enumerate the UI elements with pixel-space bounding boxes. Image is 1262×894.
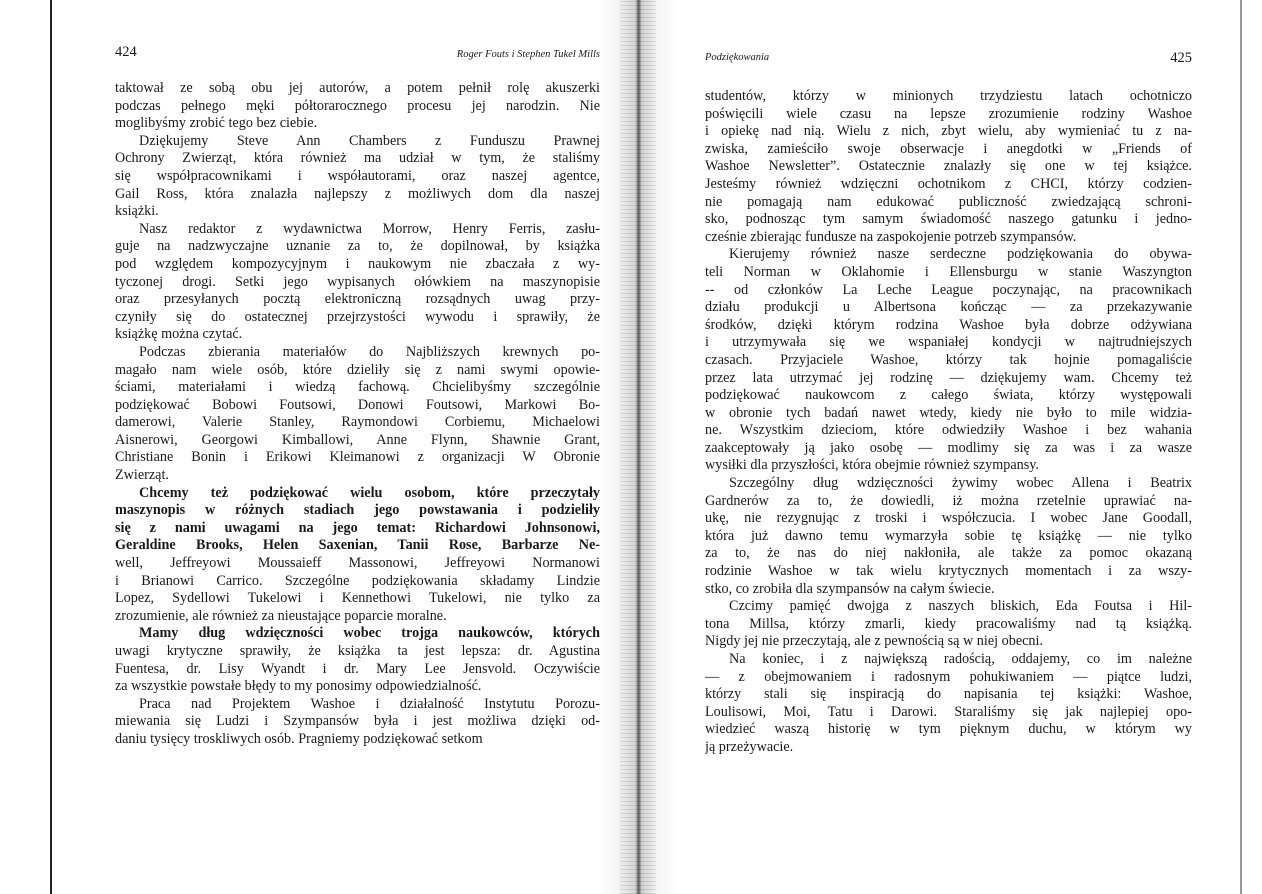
text-line: Zwierząt. (115, 467, 169, 484)
text-line: Lopez, Sydellowi Tukelowi i Kennethowi Tukelowi, nie tylko za (115, 590, 600, 607)
text-line: książki. (115, 203, 159, 220)
text-line: rodzinie Washoe w tak wielu krytycznych momentach i za wszy- (705, 563, 1192, 580)
text-line: magało nam wiele osób, które dzieliły się z nami swymi opowie- (115, 361, 600, 378)
text-line: guje na nadzwyczajne uznanie za to, że dopilnował, by książka (115, 238, 600, 255)
text-line: Dziękujemy Steve Ann Chambers z Funduszu Prawnej (139, 132, 600, 149)
text-line: przez lata utrzymać jej rodzinę — dziękujemy wam. Chcemy też (705, 369, 1192, 386)
text-line: — z obejmowaniem i radosnym pohukiwaniem — piątce ludzi, (705, 668, 1192, 685)
text-line: tyczonej drogi. Setki jego wypisanych ołówkiem na maszynopisie (115, 273, 600, 290)
text-line: zaakceptowały ją jako osobę — modlimy się za was i za wasze (705, 439, 1192, 456)
text-line: Gail Ross, która znalazła najlepszy z możliwych dom dla naszej (115, 185, 600, 202)
text-line: oraz przesyłanych pocztą elektroniczną rozsądnych uwag przy- (115, 291, 600, 308)
text-line: Ochrony Zwierząt, która również ma udział w tym, że staliśmy (115, 150, 600, 167)
gutter-scan-shadow (620, 0, 656, 894)
text-line: czasach. Przyjaciele Washoe, którzy tak hojnie pomagaliście (705, 351, 1192, 368)
text-line: zrozumienie, ale również za nieustające poparcie moralne. (115, 607, 447, 624)
left-running-header: Roger Fouts i Stephen Tukel Mills (456, 49, 600, 60)
text-line: działu produkcji u Albertsona kończąc — za przekazywanie (705, 299, 1192, 316)
right-page-text (705, 88, 1192, 757)
text-line: stko, co zrobiła dla szympansów na całym świecie. (705, 580, 995, 597)
left-page-header (115, 44, 600, 64)
text-line: moglibyśmy zrobić tego bez ciebie. (115, 115, 318, 132)
text-line: zwiska, zamieściło swoje obserwacje i anegdotki w „Friends of (705, 140, 1192, 157)
text-line: Jesteśmy również wdzięczni ochotnikom z CHCI, którzy codzien- (705, 175, 1192, 192)
text-line: Nasz redaktor z wydawnictwa Morrow, Henry Ferris, zasłu- (139, 220, 600, 237)
text-line: Nigdy jej nie przeczytają, ale z pewnością są w niej obecni. (705, 633, 1043, 650)
text-line: Washoe Newsletter”. Ostatecznie znalazły się one w tej książce. (705, 158, 1192, 175)
text-line: ściami, materiałami i wiedzą fachową. Chcielibyśmy szczególnie (115, 379, 600, 396)
text-line: Mamy dług wdzięczności wobec trojga naukowców, których (139, 625, 600, 642)
text-line: nie pomagają nam edukować publiczność zwiedzającą schroni- (705, 193, 1192, 210)
text-line: Aisnerowi, Georgowi Kimballowi, Anne Flynn, Shawnie Grant, (115, 431, 600, 448)
text-line: Fuentesa, dr. Lisy Wyandt i dr. Mary Lee Jensvold. Oczywiście (115, 660, 600, 677)
text-line: Gardnerów za to, że dowiedli, iż można rzetelnie uprawiać na- (705, 492, 1192, 509)
text-line: wiedzieć waszą historię w tym pięknym duchu, w którym wy (705, 721, 1192, 738)
text-line: podczas pełnego męki półtorarocznego procesu jej narodzin. Nie (115, 97, 600, 114)
text-line: książkę można czytać. (115, 326, 243, 343)
text-line: Geraldine Brooks, Helen Saxenian, Tanii Rose, Barbarze Ne- (115, 537, 600, 554)
text-line: -- od członków La Leche League poczynając, na pracownikach (705, 281, 1192, 298)
text-line: która już dawno temu wymarzyła sobie tę książkę — nie tylko (705, 527, 1192, 544)
text-line: damerowi, Valerie Stanley, Raymondowi Corbiemu, Michaelowi (115, 414, 600, 431)
text-line: Szczególny dług wdzięczności żywimy wobec Allena i Beatrix (729, 475, 1192, 492)
page-edge-left (50, 0, 52, 894)
text-line: ne. Wszystkim dzieciom, które odwiedziły Washoe i bez wahania (705, 422, 1192, 439)
text-line: w obronie tych badań nawet wtedy, kiedy nie było to mile widzia- (705, 404, 1192, 421)
text-line: Praca nad Projektem Washoe i działalność Instytutu Porozu- (139, 695, 600, 712)
text-line: maszynopis w różnych stadiach jego powstawania i podzieliły (115, 502, 600, 519)
text-line: i opiekę nad nią. Wielu z nich, zbyt wielu, aby wymieniać tu z na- (705, 123, 1192, 140)
text-line: Czcimy pamięć dwojga z naszych bliskich, Eda Foutsa i Hil- (729, 598, 1192, 615)
text-line: Loulisowi, Moi, Tatu i Darowi. Staraliśmy się jak najlepiej opo- (705, 703, 1192, 720)
text-line: i utrzymywała się we wspaniałej kondycji w najtrudniejszych (705, 334, 1192, 351)
text-line: cześnie zbierając fundusze na zaspokojenie potrzeb szympansów. (705, 228, 1077, 245)
text-line: którzy stali się inspiracją do napisania tej książki: Washoe, (705, 686, 1192, 703)
text-line: sko, podnosząc tym samym świadomość naszego gatunku i jedno- (705, 211, 1192, 228)
text-line: wysiłki dla przyszłości, która obejmie również szympansy. (705, 457, 1039, 474)
text-line: miewania się Ludzi i Szympansów była i jest możliwa dzięki od- (115, 713, 600, 730)
right-running-header: Podziękowania (705, 52, 770, 63)
left-page-text (115, 80, 600, 749)
text-line: Chcemy też podziękować wielu osobom, które przeczytały (139, 484, 600, 501)
text-line: well, Jeffreyowi Moussaieff Massonowi, Jeffreyowi Normanowi (115, 555, 600, 572)
text-line: za to, że nas do niej nakłoniła, ale także za pomoc okazaną (705, 545, 1192, 562)
text-line: daniu tysięcy troskliwych osób. Pragniemy podziękować setkom (115, 730, 483, 747)
text-line: Kierujemy również nasze serdeczne podziękowania do obywa- (729, 246, 1192, 263)
text-line: za wszystkie powstałe błędy to my ponosimy odpowiedzialność. (115, 678, 482, 695)
text-line: tona Millsa, którzy zmarli, kiedy pracowaliśmy nad tą książką. (705, 615, 1192, 632)
text-line: ukę, nie rezygnując z troski i współczucia. I wobec Jane Goodall, (705, 510, 1192, 527)
text-line: studentów, którzy w minionych trzydziestu latach ochotniczo (705, 88, 1192, 104)
text-line: środków, dzięki którym rodzina Washoe była dobrze odżywiana (705, 316, 1192, 333)
text-line: podziękować Bobowi Foutsowi, Donowi Foutsowi, Markowi Bo- (115, 396, 600, 413)
text-line: pod względem kompozycyjnym i naukowym nie zbaczała z wy- (115, 255, 600, 272)
right-page-header (705, 44, 1192, 64)
text-line: poświęcili wiele czasu na lepsze zrozumienie rodziny Washoe (705, 105, 1192, 122)
text-line: Na koniec, i z największą radością, oddajemy, co im należne (729, 651, 1192, 667)
text-line: Christiane Bonin i Erikowi Kleimanowi z organizacji W Obronie (115, 449, 600, 466)
text-line: się z nami uwagami na jego temat: Richardowi Johnsonowi, (115, 519, 600, 536)
text-line: uwagi krytyczne sprawiły, że książka ta jest lepsza: dr. Agustina (115, 643, 600, 659)
text-line: ją przeżywacie. (705, 738, 794, 755)
text-line: Podczas zbierania materiałów do Najbliższych krewnych po- (139, 343, 600, 360)
text-line: i Brianowi Carrico. Szczególne podziękowania składamy Lindzie (115, 572, 600, 589)
text-line: się współpracownikami i współautorami, oraz naszej agentce, (115, 167, 600, 184)
text-line: teli Norman w Oklahomie i Ellensburgu w stanie Waszyngton (705, 263, 1192, 280)
right-page-number: 425 (1170, 50, 1192, 66)
text-line: czyniły się do ostatecznej przejrzystości wywodu i sprawiły, że (115, 308, 600, 325)
text-line: podziękować naukowcom z całego świata, którzy występowali (705, 387, 1192, 404)
text-line: taktował ze sobą obu jej autorów, a potem pełnił rolę akuszerki (115, 80, 600, 96)
left-page-number: 424 (115, 44, 137, 60)
page-edge-right (1240, 0, 1242, 894)
